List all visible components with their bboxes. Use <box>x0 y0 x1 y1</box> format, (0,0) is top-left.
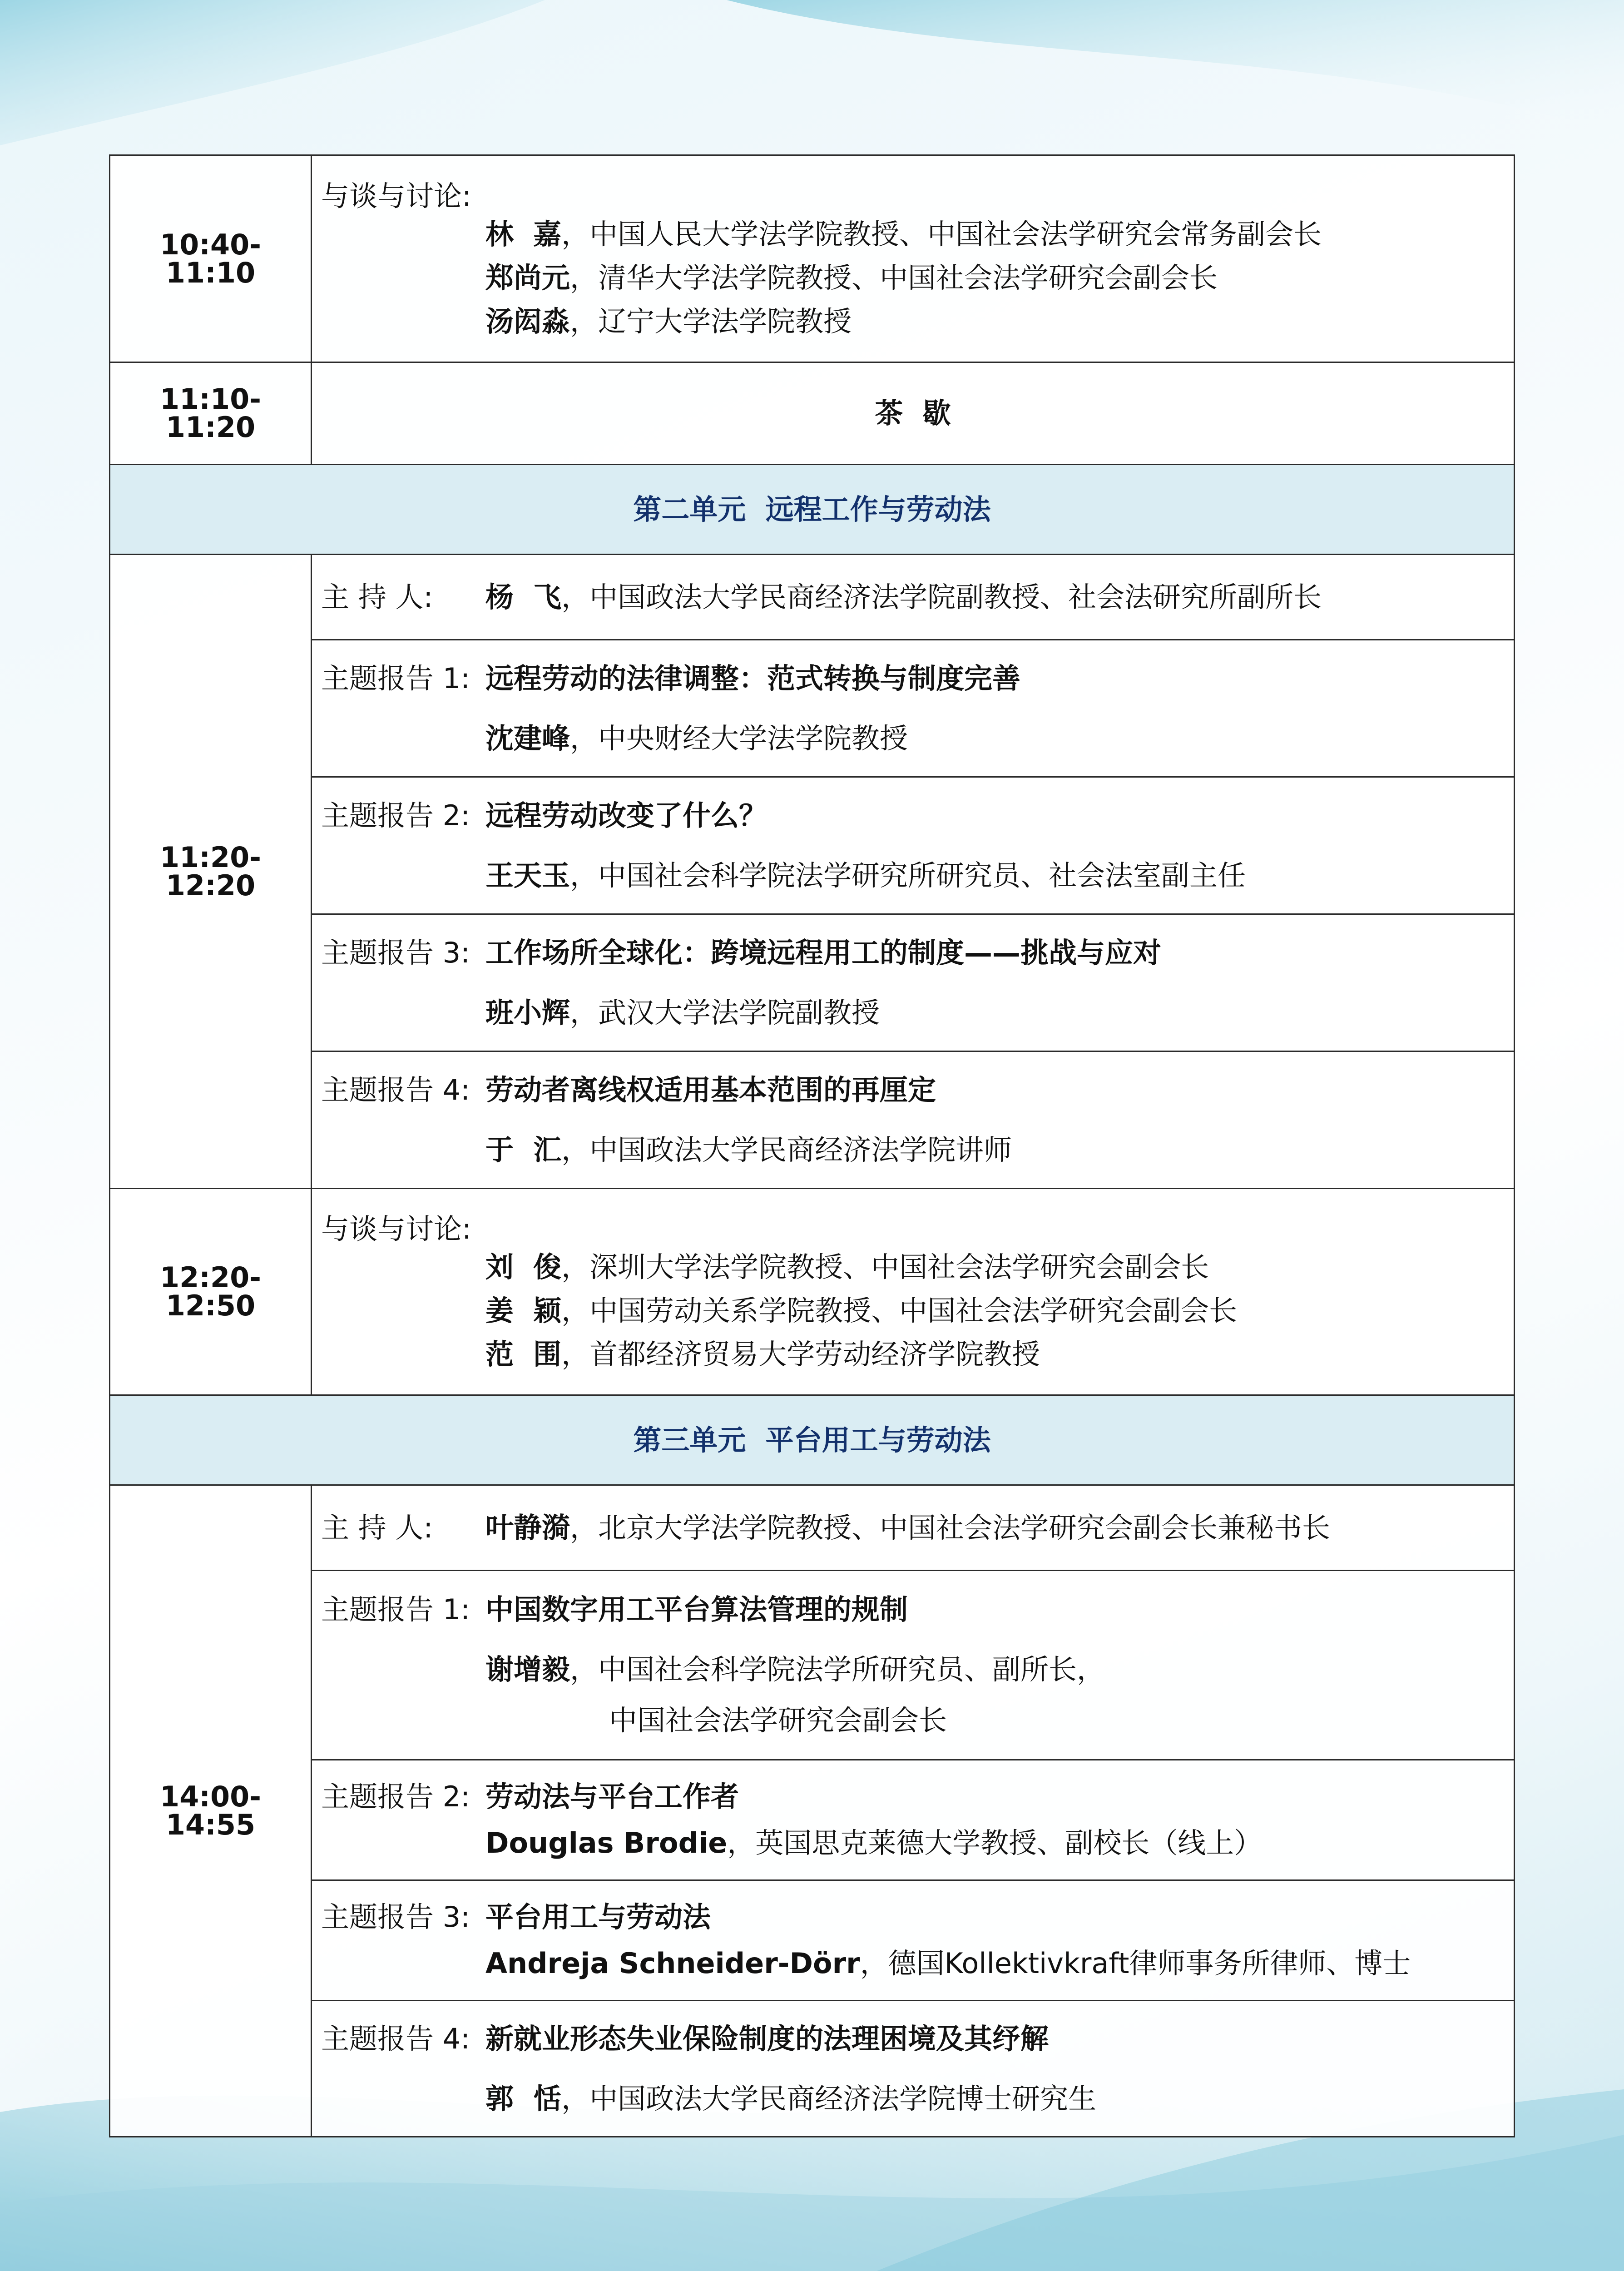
speaker-affiliation: ，中央财经大学法学院教授 <box>570 721 908 755</box>
discussant-name: 刘 俊 <box>485 1250 562 1284</box>
report-row <box>110 1571 1515 1760</box>
speaker-name: 沈建峰 <box>485 721 570 755</box>
host-cell <box>312 555 1515 640</box>
report-label: 主题报告 2: <box>321 798 470 832</box>
host-label: 主 持 人: <box>321 580 433 614</box>
discussant-name: 汤闳淼 <box>485 304 570 338</box>
discussant-affiliation: ，辽宁大学法学院教授 <box>570 304 852 338</box>
discussant <box>321 304 1505 338</box>
time-slot: 14:00-14:55 <box>110 1485 312 2137</box>
discussant-affiliation: ，中国人民大学法学院教授、中国社会法学研究会常务副会长 <box>561 217 1322 251</box>
speaker-affiliation-cont: 中国社会法学研究会副会长 <box>609 1704 947 1737</box>
agenda-row <box>110 1485 1515 1571</box>
speaker-affiliation: ，中国社会科学院法学所研究员、副所长， <box>570 1653 1105 1686</box>
report-row <box>110 2001 1515 2137</box>
discussant <box>321 217 1505 251</box>
host-affiliation: ，北京大学法学院教授、中国社会法学研究会副会长兼秘书长 <box>570 1511 1331 1544</box>
host-cell <box>312 1485 1515 1571</box>
speaker-affiliation: ，中国政法大学民商经济法学院讲师 <box>561 1133 1012 1166</box>
discussant-name: 林 嘉 <box>485 217 562 251</box>
report-label: 主题报告 4: <box>321 2022 470 2055</box>
report-label: 主题报告 2: <box>321 1780 470 1813</box>
speaker-affiliation: ，德国Kollektivkraft律师事务所律师、博士 <box>860 1947 1411 1980</box>
report-title: 平台用工与劳动法 <box>485 1900 711 1934</box>
host-name: 叶静漪 <box>485 1511 570 1544</box>
time-slot: 11:10-11:20 <box>110 362 312 465</box>
report-cell <box>312 1051 1515 1189</box>
discussant <box>321 261 1505 294</box>
report-cell <box>312 1571 1515 1760</box>
discussion-label: 与谈与讨论: <box>321 179 471 213</box>
agenda-row <box>110 155 1515 362</box>
report-title: 远程劳动改变了什么？ <box>485 798 767 832</box>
speaker-name: Andreja Schneider-Dörr <box>485 1947 860 1980</box>
report-row <box>110 914 1515 1051</box>
report-label: 主题报告 3: <box>321 1900 470 1934</box>
host-name: 杨 飞 <box>485 580 562 614</box>
speaker-name: 王天玉 <box>485 858 570 892</box>
report-row <box>110 640 1515 777</box>
speaker-affiliation: ，中国政法大学民商经济法学院博士研究生 <box>561 2082 1097 2115</box>
discussant-name: 范 围 <box>485 1338 562 1371</box>
report-title: 工作场所全球化：跨境远程用工的制度——挑战与应对 <box>485 936 1162 969</box>
host-affiliation: ，中国政法大学民商经济法学院副教授、社会法研究所副所长 <box>561 580 1322 614</box>
report-cell <box>312 1760 1515 1880</box>
time-slot: 11:20-12:20 <box>110 555 312 1189</box>
speaker-name: Douglas Brodie <box>485 1826 728 1859</box>
report-title: 劳动法与平台工作者 <box>485 1780 739 1813</box>
unit-header-row <box>110 1395 1515 1485</box>
time-slot: 12:20-12:50 <box>110 1189 312 1395</box>
speaker-name: 郭 恬 <box>485 2082 562 2115</box>
report-title: 远程劳动的法律调整：范式转换与制度完善 <box>485 661 1021 695</box>
report-row <box>110 1051 1515 1189</box>
report-cell <box>312 914 1515 1051</box>
speaker-affiliation: ，中国社会科学院法学研究所研究员、社会法室副主任 <box>570 858 1246 892</box>
report-cell <box>312 2001 1515 2137</box>
discussion-cell <box>312 1189 1515 1395</box>
report-cell <box>312 1880 1515 2001</box>
discussant-affiliation: ，清华大学法学院教授、中国社会法学研究会副会长 <box>570 261 1218 294</box>
tea-break: 茶 歇 <box>312 362 1515 465</box>
discussion-label: 与谈与讨论: <box>321 1212 471 1245</box>
report-title: 劳动者离线权适用基本范围的再厘定 <box>485 1073 936 1106</box>
report-row <box>110 1880 1515 2001</box>
agenda-row <box>110 362 1515 465</box>
unit-title: 第二单元 远程工作与劳动法 <box>110 465 1515 555</box>
report-label: 主题报告 1: <box>321 661 470 695</box>
discussant-affiliation: ，首都经济贸易大学劳动经济学院教授 <box>561 1338 1040 1371</box>
speaker-affiliation: ，英国思克莱德大学教授、副校长（线上） <box>727 1826 1263 1859</box>
discussant-affiliation: ，深圳大学法学院教授、中国社会法学研究会副会长 <box>561 1250 1209 1284</box>
host-label: 主 持 人: <box>321 1511 433 1544</box>
report-title: 中国数字用工平台算法管理的规制 <box>485 1593 908 1626</box>
report-label: 主题报告 3: <box>321 936 470 969</box>
discussion-cell <box>312 155 1515 362</box>
report-row <box>110 1760 1515 1880</box>
report-cell <box>312 640 1515 777</box>
report-row <box>110 777 1515 914</box>
report-cell <box>312 777 1515 914</box>
discussant-affiliation: ，中国劳动关系学院教授、中国社会法学研究会副会长 <box>561 1294 1238 1327</box>
speaker-name: 于 汇 <box>485 1133 562 1166</box>
agenda-row <box>110 555 1515 640</box>
report-label: 主题报告 4: <box>321 1073 470 1106</box>
speaker-name: 班小辉 <box>485 996 570 1029</box>
agenda-row <box>110 1189 1515 1395</box>
report-label: 主题报告 1: <box>321 1593 470 1626</box>
discussant-name: 姜 颖 <box>485 1294 562 1327</box>
time-slot: 10:40-11:10 <box>110 155 312 362</box>
speaker-name: 谢增毅 <box>485 1653 570 1686</box>
unit-title: 第三单元 平台用工与劳动法 <box>110 1395 1515 1485</box>
discussant-name: 郑尚元 <box>485 261 570 294</box>
agenda-table <box>109 154 1515 2137</box>
report-title: 新就业形态失业保险制度的法理困境及其纾解 <box>485 2022 1049 2055</box>
speaker-affiliation: ，武汉大学法学院副教授 <box>570 996 880 1029</box>
unit-header-row <box>110 465 1515 555</box>
